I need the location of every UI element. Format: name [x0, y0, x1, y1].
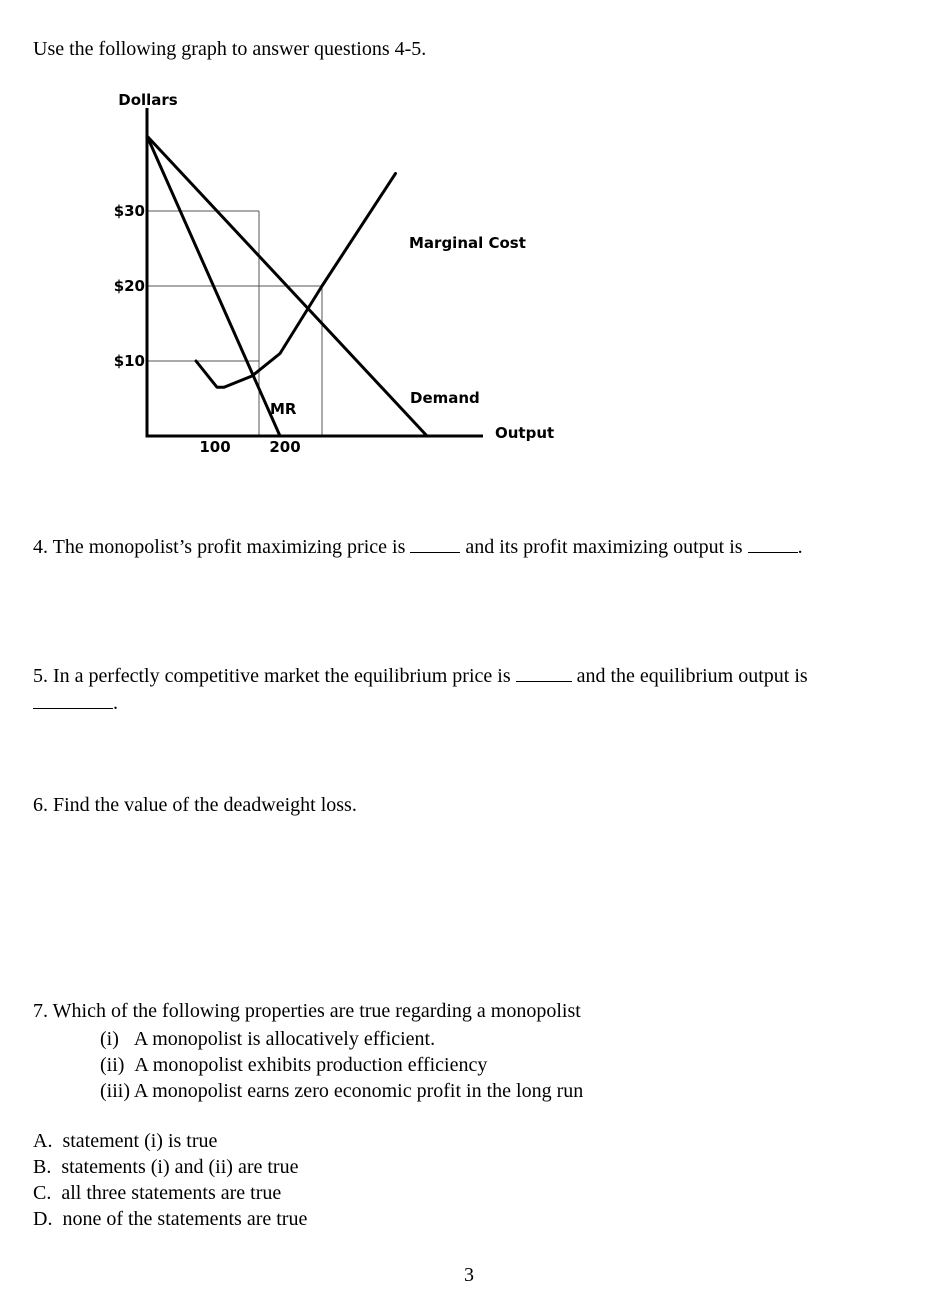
option-a[interactable]: A. statement (i) is true: [33, 1130, 218, 1152]
q4-output-blank[interactable]: [748, 536, 798, 553]
intro-text: Use the following graph to answer questions 4-5.: [33, 38, 427, 60]
monopoly-chart: [0, 0, 948, 470]
q4-text-middle: and its profit maximizing output is: [465, 536, 743, 558]
q4-text-before: 4. The monopolist’s profit maximizing price is: [33, 536, 406, 558]
y-axis-label: Dollars: [118, 91, 178, 109]
q5-output-blank[interactable]: [33, 692, 113, 709]
question-4: [33, 536, 803, 559]
q7-statement-iii: (iii) A monopolist earns zero economic profit in the long run: [100, 1080, 584, 1102]
q7-options: [33, 1128, 307, 1232]
q7-statement-ii: (ii) A monopolist exhibits production efficiency: [100, 1054, 488, 1076]
x-tick-label-1: 200: [269, 438, 301, 456]
q5-end: .: [113, 692, 118, 714]
q4-price-blank[interactable]: [410, 536, 460, 553]
mr-label: MR: [270, 400, 297, 418]
y-tick-label-0: $30: [113, 202, 145, 220]
x-axis-label: Output: [495, 424, 555, 442]
page-number: 3: [464, 1264, 474, 1286]
demand-label: Demand: [410, 389, 480, 407]
marginal-cost-label: Marginal Cost: [409, 234, 526, 252]
option-d[interactable]: D. none of the statements are true: [33, 1208, 308, 1230]
y-tick-label-2: $10: [113, 352, 145, 370]
option-c[interactable]: C. all three statements are true: [33, 1182, 282, 1204]
question-5: [33, 665, 808, 688]
question-6: 6. Find the value of the deadweight loss.: [33, 794, 357, 816]
x-tick-label-0: 100: [199, 438, 231, 456]
marginal-cost-curve: [196, 174, 396, 388]
q5-text-middle: and the equilibrium output is: [576, 665, 808, 687]
q5-text-before: 5. In a perfectly competitive market the equilibrium price is: [33, 665, 511, 687]
q7-statements: [100, 1026, 583, 1104]
y-tick-label-1: $20: [113, 277, 145, 295]
q4-end: .: [797, 536, 803, 558]
q7-statement-i: (i) A monopolist is allocatively efficient.: [100, 1028, 436, 1050]
option-b[interactable]: B. statements (i) and (ii) are true: [33, 1156, 299, 1178]
question-5-line2: [33, 692, 118, 715]
question-7: 7. Which of the following properties are true regarding a monopolist: [33, 1000, 581, 1022]
q5-price-blank[interactable]: [516, 665, 572, 682]
